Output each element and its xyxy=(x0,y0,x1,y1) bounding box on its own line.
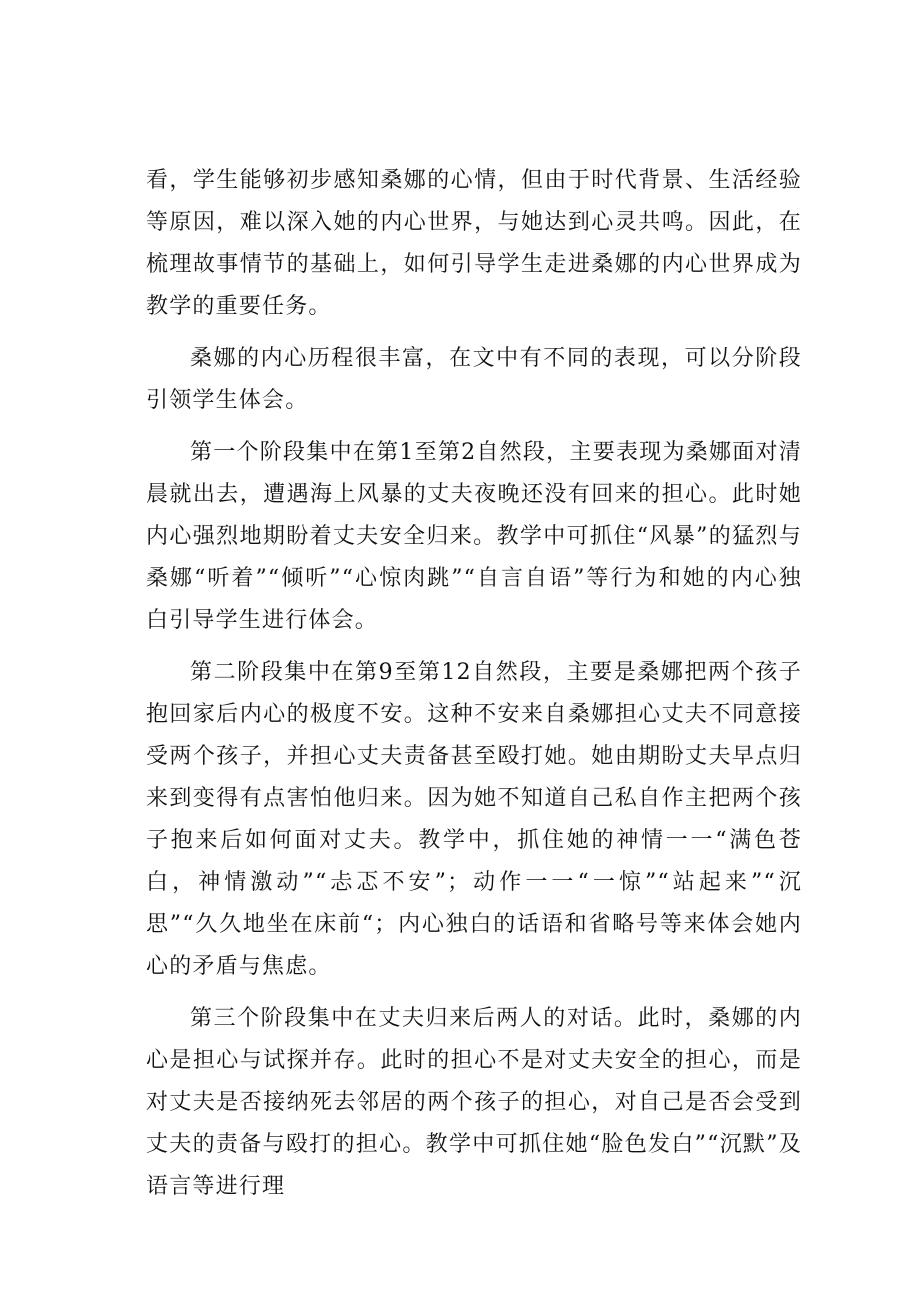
paragraph-overview: 桑娜的内心历程很丰富，在文中有不同的表现，可以分阶段引领学生体会。 xyxy=(146,346,802,413)
paragraph-stage-two: 第二阶段集中在第9至第12自然段，主要是桑娜把两个孩子抱回家后内心的极度不安。这种不安来自桑娜担心丈夫不同意接受两个孩子，并担心丈夫责备甚至殴打她。她由期盼丈夫早点归来到变得有点害怕他归来。因为她不知道自己私自作主把两个孩子抱来后如何面对丈夫。教学中，抓住她的神情一一“满色苍白，神情激动”“忐忑不安”；动作一一“一惊”“站起来”“沉思”“久久地坐在床前“；内心独白的话语和省略号等来体会她内心的矛盾与焦虑。 xyxy=(146,660,802,979)
paragraph-stage-three: 第三个阶段集中在丈夫归来后两人的对话。此时，桑娜的内心是担心与试探并存。此时的担心不是对丈夫安全的担心，而是对丈夫是否接纳死去邻居的两个孩子的担心，对自己是否会受到丈夫的责备与殴打的担心。教学中可抓住她“脸色发白”“沉默”及语言等进行理 xyxy=(146,1006,802,1199)
paragraph-stage-one: 第一个阶段集中在第1至第2自然段，主要表现为桑娜面对清晨就出去，遭遇海上风暴的丈夫夜晚还没有回来的担心。此时她内心强烈地期盼着丈夫安全归来。教学中可抓住“风暴”的猛烈与桑娜“听着”“倾听”“心惊肉跳”“自言自语”等行为和她的内心独白引导学生进行体会。 xyxy=(146,440,802,633)
paragraph-continuation: 看，学生能够初步感知桑娜的心情，但由于时代背景、生活经验等原因，难以深入她的内心世界，与她达到心灵共鸣。因此，在梳理故事情节的基础上，如何引导学生走进桑娜的内心世界成为教学的重要任务。 xyxy=(146,168,802,319)
document-body xyxy=(146,160,802,1218)
